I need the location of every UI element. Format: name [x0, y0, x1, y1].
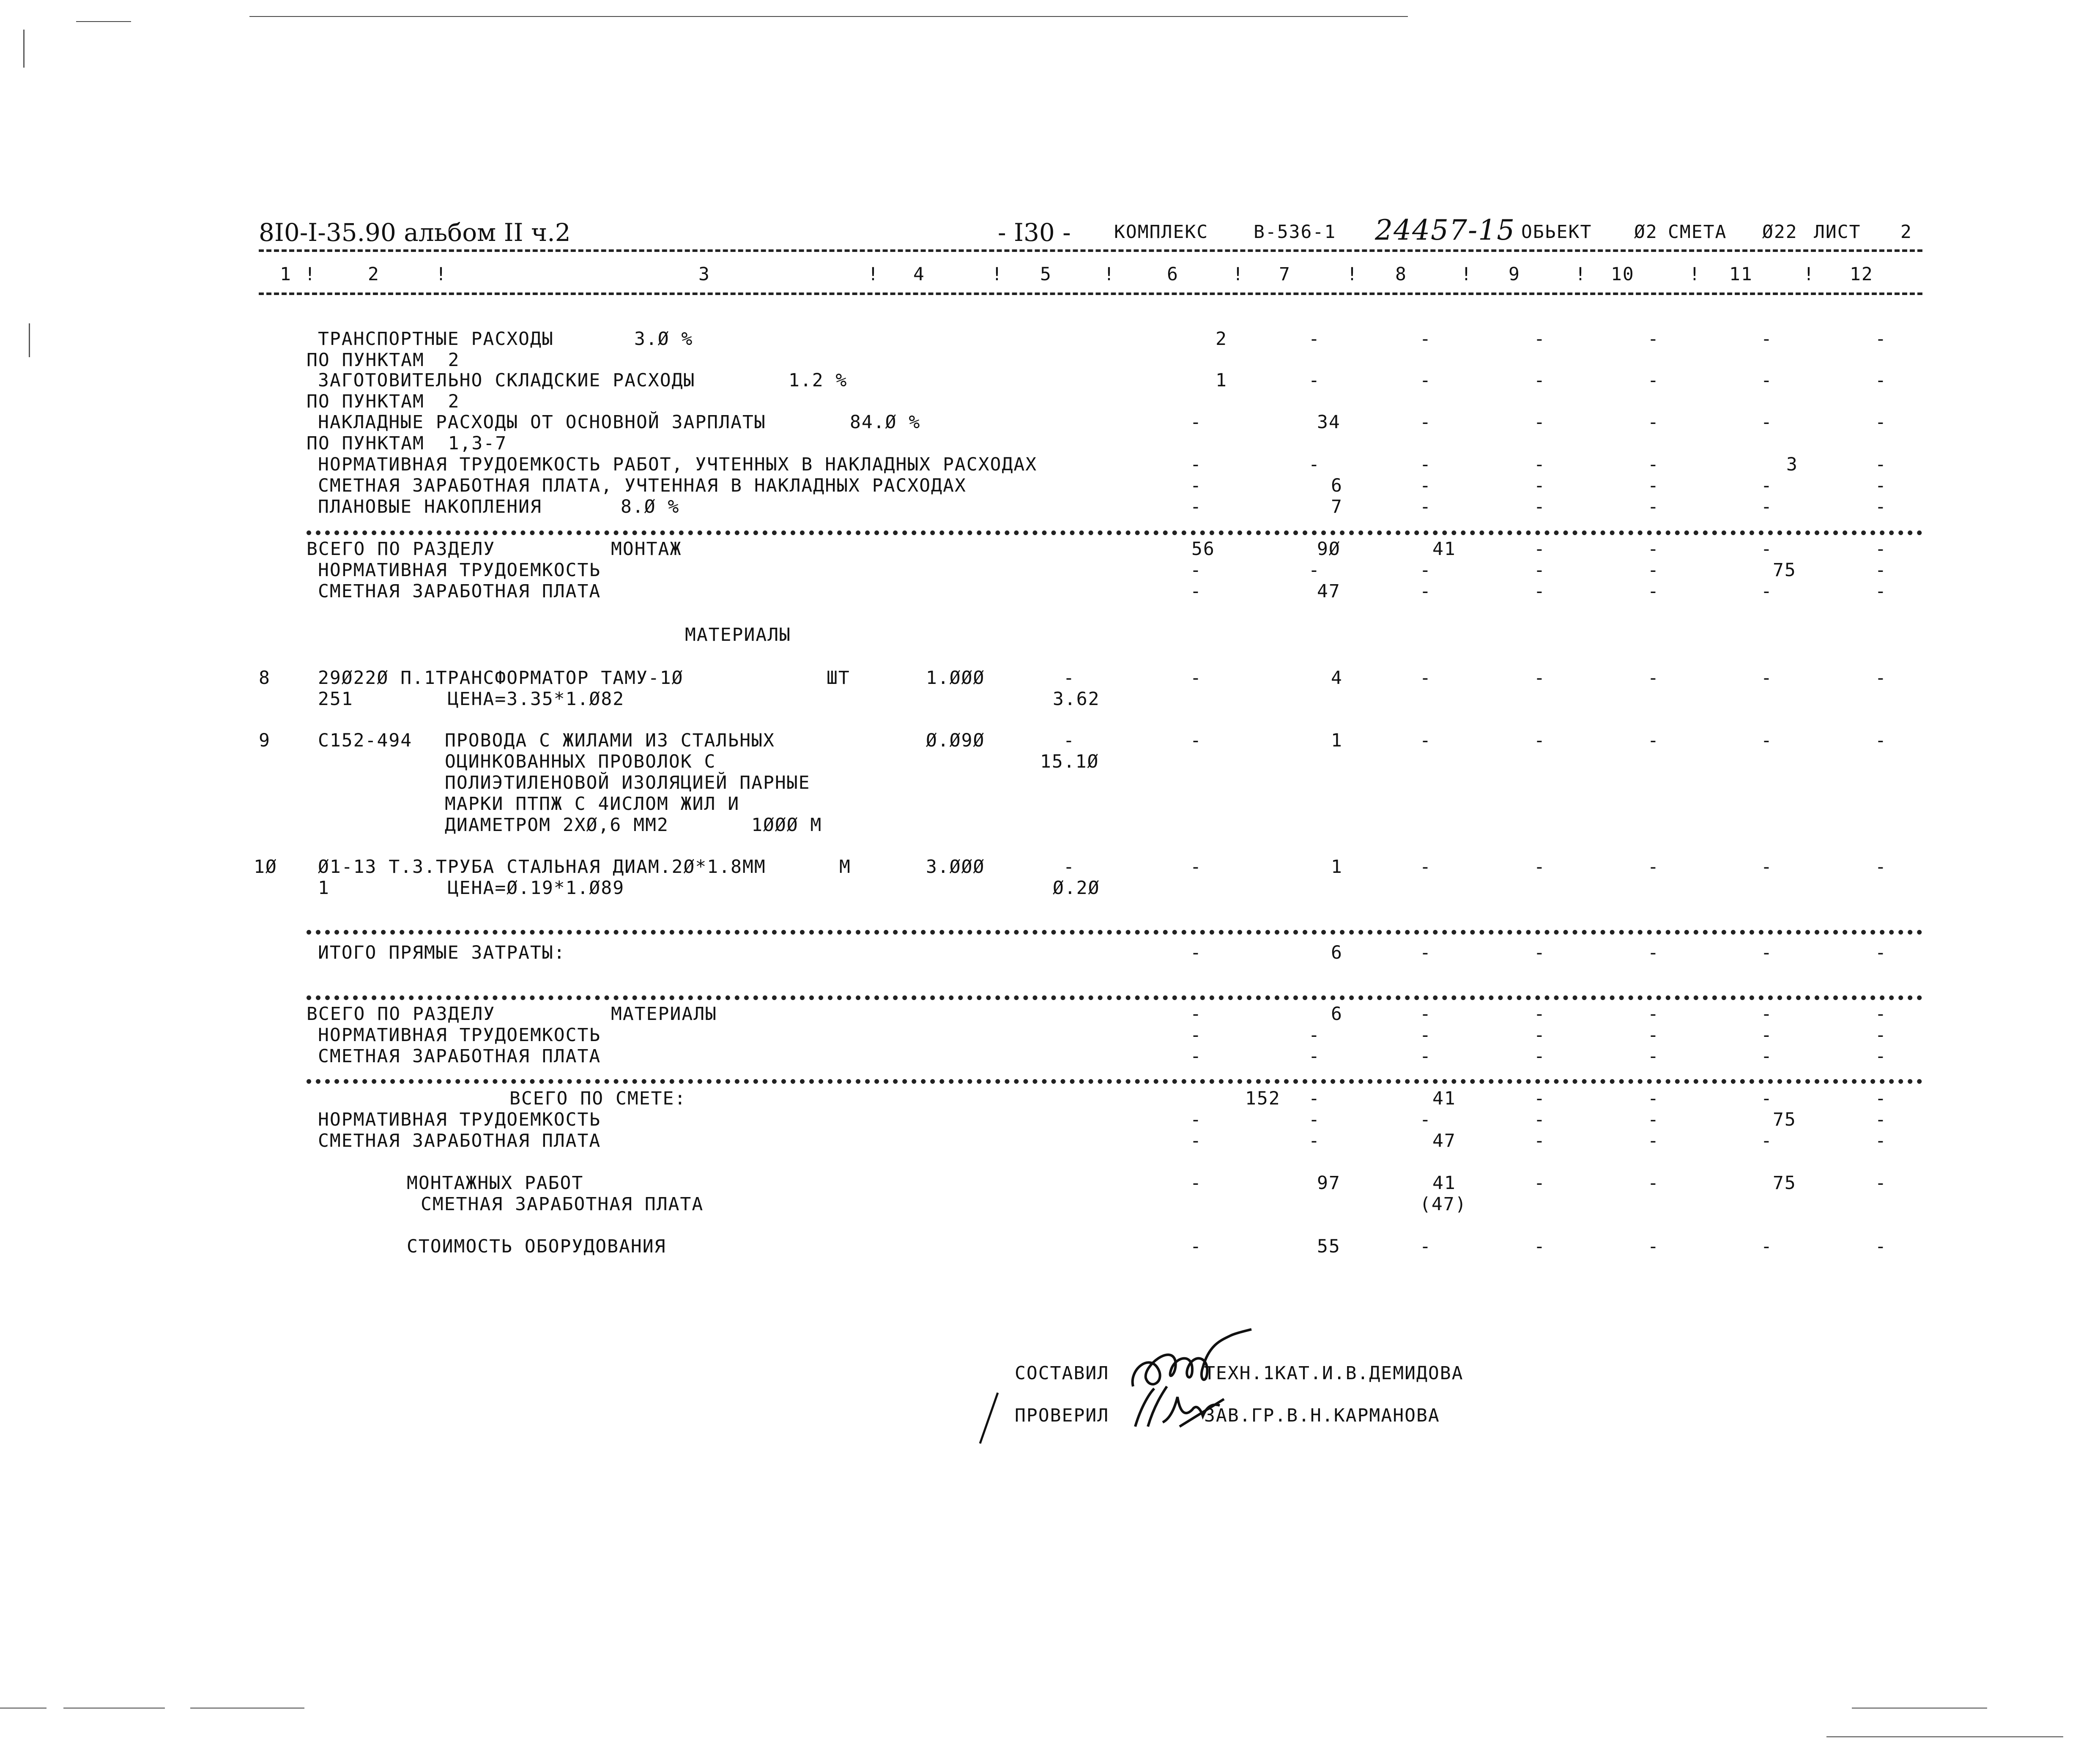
- cell-c11: -: [1761, 667, 1773, 689]
- cell-c6: -: [1190, 560, 1202, 581]
- norm-label: НОРМАТИВНАЯ ТРУДОЕМКОСТЬ: [318, 1025, 601, 1046]
- cell-c8: -: [1420, 1025, 1432, 1046]
- cell-c7: 1: [1331, 856, 1343, 877]
- cell-c11: -: [1761, 475, 1773, 496]
- cell-c10: -: [1648, 1173, 1659, 1194]
- cell-c10: -: [1648, 581, 1659, 602]
- item-price-dash: -: [1063, 667, 1075, 689]
- column-separator: !: [1803, 264, 1815, 285]
- cell-c12: -: [1875, 667, 1887, 689]
- column-separator: !: [304, 264, 316, 285]
- cell-c8: -: [1420, 730, 1432, 751]
- cell-c8: -: [1420, 581, 1432, 602]
- equipment-label: СТОИМОСТЬ ОБОРУДОВАНИЯ: [407, 1236, 666, 1257]
- cell-c6: -: [1190, 1003, 1202, 1025]
- cell-c8: -: [1420, 496, 1432, 517]
- cell-c11: -: [1761, 942, 1773, 963]
- cell-c8: 47: [1432, 1130, 1456, 1151]
- cell-c9: -: [1534, 581, 1546, 602]
- scan-edge-top-left: [76, 21, 131, 22]
- cell-c12: -: [1875, 1003, 1887, 1025]
- cell-c12: -: [1875, 581, 1887, 602]
- cell-c7: 6: [1331, 475, 1343, 496]
- grand-total-label: ВСЕГО ПО СМЕТЕ:: [509, 1088, 687, 1109]
- cell-c8: -: [1420, 856, 1432, 877]
- item-unit-price: 15.1Ø: [1040, 751, 1099, 772]
- cell-c11: 3: [1786, 454, 1798, 475]
- overhead-rate: 84.Ø %: [850, 412, 921, 433]
- column-separator: !: [1575, 264, 1587, 285]
- cell-c7: -: [1309, 1088, 1320, 1109]
- section-rule-dotted: [307, 930, 1922, 935]
- cell-c8: -: [1420, 942, 1432, 963]
- item-unit-price: Ø.2Ø: [1053, 877, 1100, 899]
- total-label: ВСЕГО ПО РАЗДЕЛУ: [307, 539, 496, 560]
- overhead-text: НОРМАТИВНАЯ ТРУДОЕМКОСТЬ РАБОТ, УЧТЕННЫХ В НАКЛАДНЫХ РАСХОДАХ: [318, 454, 1038, 475]
- kompleks-label: КОМПЛЕКС: [1114, 221, 1209, 243]
- cell-c11: -: [1761, 1046, 1773, 1067]
- column-separator: !: [991, 264, 1003, 285]
- cell-c11: -: [1761, 370, 1773, 391]
- cell-c10: -: [1648, 370, 1659, 391]
- kompleks-value: В-536-1: [1254, 221, 1336, 243]
- album-reference: 8I0-I-35.90 альбом II ч.2: [259, 218, 571, 247]
- norm-label: НОРМАТИВНАЯ ТРУДОЕМКОСТЬ: [318, 1109, 601, 1130]
- cell-c9: -: [1534, 1088, 1546, 1109]
- cell-c6: -: [1190, 581, 1202, 602]
- overhead-rate: 8.Ø %: [621, 496, 680, 517]
- cell-c8: -: [1420, 1109, 1432, 1130]
- column-separator: !: [1689, 264, 1701, 285]
- item-line: Ø1-13 Т.3.ТРУБА СТАЛЬНАЯ ДИАМ.2Ø*1.8ММ: [318, 856, 766, 877]
- column-number: 1: [280, 264, 292, 285]
- cell-c10: -: [1648, 1003, 1659, 1025]
- column-number: 12: [1850, 264, 1873, 285]
- cell-c10: -: [1648, 496, 1659, 517]
- cell-c8: 41: [1432, 539, 1456, 560]
- cell-c10: -: [1648, 1025, 1659, 1046]
- item-line: 251 ЦЕНА=3.35*1.Ø82: [318, 689, 625, 710]
- wage-label: СМЕТНАЯ ЗАРАБОТНАЯ ПЛАТА: [318, 581, 601, 602]
- compiled-label: СОСТАВИЛ: [1015, 1363, 1109, 1384]
- list-label: ЛИСТ: [1814, 221, 1861, 243]
- cell-c10: -: [1648, 942, 1659, 963]
- overhead-text: ЗАГОТОВИТЕЛЬНО СКЛАДСКИЕ РАСХОДЫ: [318, 370, 695, 391]
- cell-c6: -: [1190, 1109, 1202, 1130]
- column-header-rule: [259, 292, 1922, 295]
- cell-c7: -: [1309, 560, 1320, 581]
- checked-by: ЗАВ.ГР.В.Н.КАРМАНОВА: [1204, 1405, 1440, 1426]
- column-number: 11: [1729, 264, 1753, 285]
- cell-c7: -: [1309, 370, 1320, 391]
- cell-c10: -: [1648, 1130, 1659, 1151]
- cell-c8: -: [1420, 560, 1432, 581]
- column-separator: !: [435, 264, 447, 285]
- cell-c8: -: [1420, 412, 1432, 433]
- item-line: 29Ø22Ø П.1ТРАНСФОРМАТОР ТАМУ-1Ø: [318, 667, 684, 689]
- cell-c10: -: [1648, 328, 1659, 350]
- cell-c9: -: [1534, 539, 1546, 560]
- item-price-dash: -: [1063, 730, 1075, 751]
- item-line: ПОЛИЭТИЛЕНОВОЙ ИЗОЛЯЦИЕЙ ПАРНЫЕ: [445, 772, 810, 793]
- cell-c11: -: [1761, 581, 1773, 602]
- cell-c6: -: [1190, 412, 1202, 433]
- column-separator: !: [1103, 264, 1115, 285]
- section-rule-dotted: [307, 995, 1922, 1000]
- cell-c11: 75: [1773, 560, 1796, 581]
- cell-c6: -: [1190, 667, 1202, 689]
- column-number: 10: [1611, 264, 1635, 285]
- cell-c11: 75: [1773, 1173, 1796, 1194]
- cell-c9: -: [1534, 412, 1546, 433]
- cell-c11: -: [1761, 328, 1773, 350]
- cell-c10: -: [1648, 475, 1659, 496]
- cell-c11: 75: [1773, 1109, 1796, 1130]
- cell-c11: -: [1761, 730, 1773, 751]
- cell-c9: -: [1534, 1109, 1546, 1130]
- column-separator: !: [1461, 264, 1473, 285]
- wage-label: СМЕТНАЯ ЗАРАБОТНАЯ ПЛАТА: [421, 1194, 704, 1215]
- cell-c11: -: [1761, 496, 1773, 517]
- cell-c8: -: [1420, 1236, 1432, 1257]
- item-number: 8: [259, 667, 271, 689]
- wage-label: СМЕТНАЯ ЗАРАБОТНАЯ ПЛАТА: [318, 1046, 601, 1067]
- list-value: 2: [1900, 221, 1912, 243]
- cell-c7: -: [1309, 1130, 1320, 1151]
- cell-c8: -: [1420, 328, 1432, 350]
- cell-c8: -: [1420, 1046, 1432, 1067]
- cell-c10: -: [1648, 1088, 1659, 1109]
- cell-c11: -: [1761, 1025, 1773, 1046]
- check-mark-stroke: [977, 1391, 1002, 1446]
- total-label: ВСЕГО ПО РАЗДЕЛУ: [307, 1003, 496, 1025]
- cell-c12: -: [1875, 856, 1887, 877]
- scan-mark-left: [23, 30, 25, 68]
- cell-c10: -: [1648, 412, 1659, 433]
- item-line: ДИАМЕТРОМ 2ХØ,6 ММ2 1ØØØ М: [445, 815, 822, 836]
- overhead-text: ПЛАНОВЫЕ НАКОПЛЕНИЯ: [318, 496, 542, 517]
- column-number: 2: [368, 264, 380, 285]
- cell-c11: -: [1761, 1236, 1773, 1257]
- item-quantity: Ø.Ø9Ø: [926, 730, 985, 751]
- scan-mark-left: [29, 323, 30, 357]
- cell-c6: -: [1190, 454, 1202, 475]
- cell-c8: (47): [1420, 1194, 1467, 1215]
- cell-c6: 1: [1216, 370, 1227, 391]
- montage-works-label: МОНТАЖНЫХ РАБОТ: [407, 1173, 584, 1194]
- cell-c6: -: [1190, 496, 1202, 517]
- column-number: 4: [913, 264, 925, 285]
- item-price-dash: -: [1063, 856, 1075, 877]
- cell-c12: -: [1875, 1236, 1887, 1257]
- cell-c8: -: [1420, 370, 1432, 391]
- obekt-label: ОБЬЕКТ: [1521, 221, 1592, 243]
- item-quantity: 3.ØØØ: [926, 856, 985, 877]
- wage-label: СМЕТНАЯ ЗАРАБОТНАЯ ПЛАТА: [318, 1130, 601, 1151]
- cell-c12: -: [1875, 328, 1887, 350]
- direct-costs-label: ИТОГО ПРЯМЫЕ ЗАТРАТЫ:: [318, 942, 566, 963]
- norm-label: НОРМАТИВНАЯ ТРУДОЕМКОСТЬ: [318, 560, 601, 581]
- column-number: 8: [1395, 264, 1407, 285]
- cell-c10: -: [1648, 539, 1659, 560]
- cell-c7: -: [1309, 1025, 1320, 1046]
- cell-c6: 2: [1216, 328, 1227, 350]
- cell-c8: 41: [1432, 1173, 1456, 1194]
- section-rule-dotted: [307, 530, 1922, 535]
- column-number: 7: [1279, 264, 1291, 285]
- cell-c12: -: [1875, 1088, 1887, 1109]
- scan-edge-top: [249, 16, 1408, 17]
- item-unit: ШТ: [827, 667, 850, 689]
- header-rule: [259, 249, 1922, 252]
- column-number: 6: [1167, 264, 1179, 285]
- page-number: - I30 -: [998, 218, 1071, 247]
- cell-c8: -: [1420, 1003, 1432, 1025]
- cell-c6: -: [1190, 942, 1202, 963]
- cell-c11: -: [1761, 412, 1773, 433]
- cell-c9: -: [1534, 667, 1546, 689]
- cell-c7: 1: [1331, 730, 1343, 751]
- item-code: С152-494: [318, 730, 413, 751]
- cell-c10: -: [1648, 560, 1659, 581]
- cell-c9: -: [1534, 560, 1546, 581]
- column-number: 9: [1509, 264, 1520, 285]
- overhead-rate: 3.Ø %: [634, 328, 693, 350]
- cell-c10: -: [1648, 454, 1659, 475]
- cell-c10: -: [1648, 1046, 1659, 1067]
- cell-c12: -: [1875, 942, 1887, 963]
- cell-c9: -: [1534, 1173, 1546, 1194]
- cell-c12: -: [1875, 475, 1887, 496]
- cell-c9: -: [1534, 1130, 1546, 1151]
- cell-c12: -: [1875, 1130, 1887, 1151]
- cell-c12: -: [1875, 370, 1887, 391]
- overhead-text: СМЕТНАЯ ЗАРАБОТНАЯ ПЛАТА, УЧТЕННАЯ В НАКЛАДНЫХ РАСХОДАХ: [318, 475, 966, 496]
- column-number: 3: [698, 264, 710, 285]
- cell-c6: 56: [1191, 539, 1215, 560]
- section-name: МАТЕРИАЛЫ: [611, 1003, 717, 1025]
- overhead-text: ПО ПУНКТАМ 2: [307, 350, 460, 371]
- cell-c11: -: [1761, 539, 1773, 560]
- cell-c10: -: [1648, 730, 1659, 751]
- cell-c7: 97: [1317, 1173, 1341, 1194]
- cell-c8: -: [1420, 454, 1432, 475]
- cell-c10: -: [1648, 856, 1659, 877]
- cell-c12: -: [1875, 1173, 1887, 1194]
- cell-c8: -: [1420, 667, 1432, 689]
- cell-c9: -: [1534, 1236, 1546, 1257]
- overhead-text: ПО ПУНКТАМ 2: [307, 391, 460, 412]
- item-unit: М: [839, 856, 851, 877]
- column-number: 5: [1040, 264, 1052, 285]
- cell-c9: -: [1534, 475, 1546, 496]
- cell-c9: -: [1534, 496, 1546, 517]
- cell-c6: -: [1190, 1236, 1202, 1257]
- cell-c6: -: [1190, 856, 1202, 877]
- cell-c6: 152: [1245, 1088, 1281, 1109]
- cell-c12: -: [1875, 1025, 1887, 1046]
- cell-c7: 34: [1317, 412, 1341, 433]
- column-separator: !: [1232, 264, 1244, 285]
- cell-c7: 55: [1317, 1236, 1341, 1257]
- cell-c9: -: [1534, 370, 1546, 391]
- cell-c7: 47: [1317, 581, 1341, 602]
- overhead-rate: 1.2 %: [789, 370, 848, 391]
- cell-c6: -: [1190, 1025, 1202, 1046]
- section-rule-dotted: [307, 1079, 1922, 1084]
- section-name: МОНТАЖ: [611, 539, 682, 560]
- cell-c11: -: [1761, 1088, 1773, 1109]
- checked-label: ПРОВЕРИЛ: [1015, 1405, 1109, 1426]
- cell-c7: 4: [1331, 667, 1343, 689]
- overhead-text: НАКЛАДНЫЕ РАСХОДЫ ОТ ОСНОВНОЙ ЗАРПЛАТЫ: [318, 412, 766, 433]
- cell-c11: -: [1761, 856, 1773, 877]
- column-separator: !: [1347, 264, 1358, 285]
- cell-c7: -: [1309, 1046, 1320, 1067]
- handwritten-number: 24457-15: [1375, 214, 1516, 246]
- cell-c9: -: [1534, 1046, 1546, 1067]
- overhead-text: ПО ПУНКТАМ 1,3-7: [307, 433, 507, 454]
- cell-c9: -: [1534, 942, 1546, 963]
- item-number: 9: [259, 730, 271, 751]
- cell-c10: -: [1648, 1236, 1659, 1257]
- cell-c9: -: [1534, 730, 1546, 751]
- smeta-label: СМЕТА: [1668, 221, 1727, 243]
- column-separator: !: [868, 264, 879, 285]
- cell-c7: -: [1309, 1109, 1320, 1130]
- cell-c8: 41: [1432, 1088, 1456, 1109]
- cell-c12: -: [1875, 539, 1887, 560]
- cell-c6: -: [1190, 475, 1202, 496]
- cell-c12: -: [1875, 412, 1887, 433]
- item-quantity: 1.ØØØ: [926, 667, 985, 689]
- compiled-by: ТЕХН.1КАТ.И.В.ДЕМИДОВА: [1204, 1363, 1464, 1384]
- cell-c10: -: [1648, 1109, 1659, 1130]
- cell-c12: -: [1875, 496, 1887, 517]
- item-unit-price: 3.62: [1053, 689, 1100, 710]
- cell-c12: -: [1875, 1109, 1887, 1130]
- cell-c9: -: [1534, 1025, 1546, 1046]
- cell-c6: -: [1190, 1173, 1202, 1194]
- cell-c9: -: [1534, 454, 1546, 475]
- cell-c9: -: [1534, 328, 1546, 350]
- cell-c6: -: [1190, 1046, 1202, 1067]
- cell-c6: -: [1190, 730, 1202, 751]
- cell-c12: -: [1875, 1046, 1887, 1067]
- cell-c7: -: [1309, 454, 1320, 475]
- cell-c8: -: [1420, 475, 1432, 496]
- cell-c7: -: [1309, 328, 1320, 350]
- cell-c7: 7: [1331, 496, 1343, 517]
- cell-c9: -: [1534, 1003, 1546, 1025]
- scan-edge-bottom: [1826, 1736, 2063, 1737]
- cell-c12: -: [1875, 560, 1887, 581]
- cell-c7: 6: [1331, 942, 1343, 963]
- item-line: ПРОВОДА С ЖИЛАМИ ИЗ СТАЛЬНЫХ: [445, 730, 775, 751]
- cell-c12: -: [1875, 454, 1887, 475]
- item-line: МАРКИ ПТПЖ С 4ИСЛОМ ЖИЛ И: [445, 793, 740, 815]
- cell-c12: -: [1875, 730, 1887, 751]
- cell-c6: -: [1190, 1130, 1202, 1151]
- obekt-value: Ø2: [1634, 221, 1658, 243]
- cell-c11: -: [1761, 1130, 1773, 1151]
- cell-c11: -: [1761, 1003, 1773, 1025]
- item-line: ОЦИНКОВАННЫХ ПРОВОЛОК С: [445, 751, 716, 772]
- cell-c9: -: [1534, 856, 1546, 877]
- smeta-value: Ø22: [1762, 221, 1798, 243]
- cell-c7: 9Ø: [1317, 539, 1341, 560]
- cell-c10: -: [1648, 667, 1659, 689]
- item-number: 1Ø: [254, 856, 277, 877]
- overhead-text: ТРАНСПОРТНЫЕ РАСХОДЫ: [318, 328, 554, 350]
- item-line: 1 ЦЕНА=Ø.19*1.Ø89: [318, 877, 625, 899]
- cell-c7: 6: [1331, 1003, 1343, 1025]
- materials-heading: МАТЕРИАЛЫ: [685, 624, 791, 645]
